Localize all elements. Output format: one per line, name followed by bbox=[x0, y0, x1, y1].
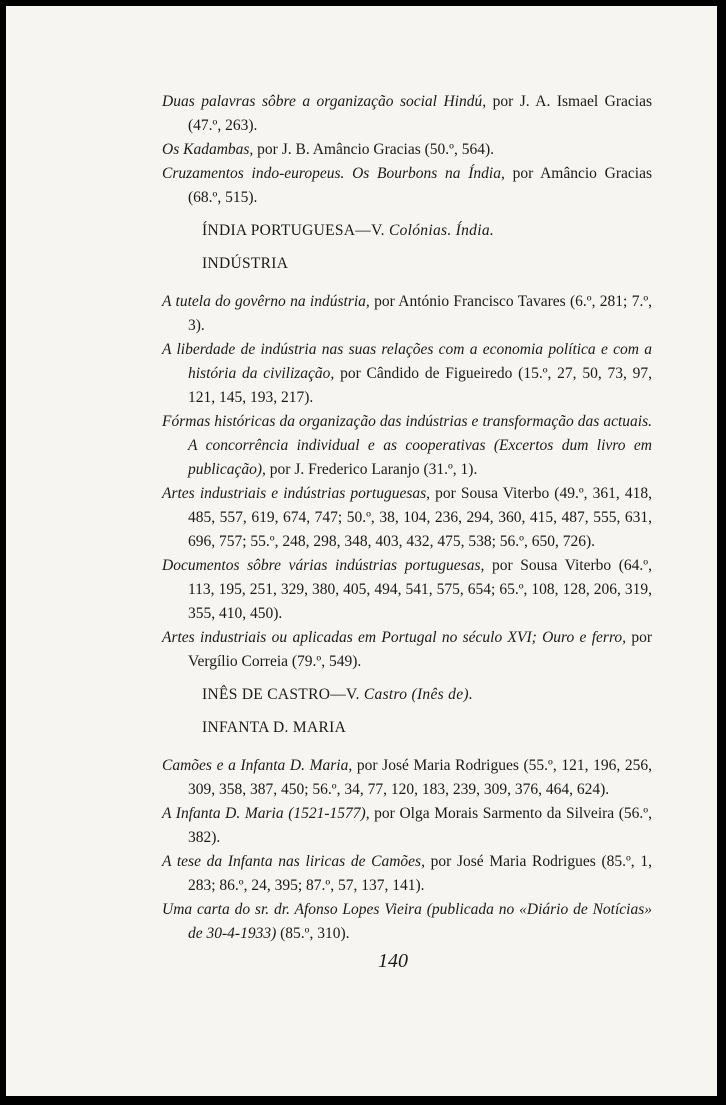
entry-reference: por J. A. Ismael Gracias (47.º, 263). bbox=[188, 93, 652, 134]
section-heading-infanta: INFANTA D. MARIA bbox=[202, 719, 347, 736]
page-number: 140 bbox=[378, 950, 408, 972]
entry-reference: por Amâncio Gracias (68.º, 515). bbox=[188, 165, 652, 206]
heading-text: ÍNDIA PORTUGUESA—V. bbox=[202, 222, 385, 239]
entry-title: Fórmas históricas da organização das indústrias e transformação das actuais. A concorrência individual e as cooperativas (Excertos dum livro em publicação), bbox=[162, 413, 652, 478]
entry-reference: (85.º, 310). bbox=[276, 925, 350, 942]
index-entry bbox=[162, 162, 652, 210]
entry-reference: por José Maria Rodrigues (85.º, 1, 283; 86.º, 24, 395; 87.º, 57, 137, 141). bbox=[188, 853, 652, 894]
entry-title: Documentos sôbre várias indústrias portuguesas, bbox=[162, 557, 485, 574]
entry-reference: por Vergílio Correia (79.º, 549). bbox=[188, 629, 652, 670]
index-content bbox=[162, 90, 652, 946]
index-entry bbox=[162, 754, 652, 802]
entry-title: A Infanta D. Maria (1521-1577), bbox=[162, 805, 370, 822]
entry-title: Uma carta do sr. dr. Afonso Lopes Vieira (publicada no «Diário de Notícias» de 30-4-1933) bbox=[162, 901, 652, 942]
heading-text: INÊS DE CASTRO—V. bbox=[202, 686, 360, 703]
entry-reference: por Sousa Viterbo (64.º, 113, 195, 251, 329, 380, 405, 494, 541, 575, 654; 65.º, 108, 128, 206, 319, 355, 410, 450). bbox=[188, 557, 652, 622]
index-entry bbox=[162, 410, 652, 482]
index-entry bbox=[162, 338, 652, 410]
index-entry bbox=[162, 898, 652, 946]
index-entry bbox=[162, 802, 652, 850]
document-page bbox=[6, 6, 717, 1096]
entry-title: Artes industriais e indústrias portuguesas, bbox=[162, 485, 431, 502]
cross-reference: Castro (Inês de). bbox=[363, 686, 474, 703]
index-entry bbox=[162, 626, 652, 674]
section-heading-industria: INDÚSTRIA bbox=[202, 255, 289, 272]
entry-title: Cruzamentos indo-europeus. Os Bourbons na Índia, bbox=[162, 165, 505, 182]
entry-title: Artes industriais ou aplicadas em Portugal no século XVI; Ouro e ferro, bbox=[162, 629, 627, 646]
section-heading-india bbox=[162, 219, 652, 243]
index-entry bbox=[162, 290, 652, 338]
entry-reference: por António Francisco Tavares (6.º, 281; 7.º, 3). bbox=[188, 293, 653, 334]
entry-title: Duas palavras sôbre a organização social Hindú, bbox=[162, 93, 487, 110]
entry-title: Camões e a Infanta D. Maria, bbox=[162, 757, 353, 774]
index-entry bbox=[162, 482, 652, 554]
entry-title: Os Kadambas, bbox=[162, 141, 254, 158]
entry-reference: por Olga Morais Sarmento da Silveira (56.º, 382). bbox=[188, 805, 652, 846]
entry-title: A liberdade de indústria nas suas relações com a economia política e com a história da civilização, bbox=[162, 341, 652, 382]
entry-title: A tese da Infanta nas liricas de Camões, bbox=[162, 853, 425, 870]
entry-reference: por Cândido de Figueiredo (15.º, 27, 50, 73, 97, 121, 145, 193, 217). bbox=[188, 365, 652, 406]
cross-reference: Colónias. Índia. bbox=[388, 222, 495, 239]
index-entry bbox=[162, 554, 652, 626]
entry-reference: por José Maria Rodrigues (55.º, 121, 196, 256, 309, 358, 387, 450; 56.º, 34, 77, 120, 183, 239, 309, 376, 464, 624). bbox=[188, 757, 652, 798]
index-entry bbox=[162, 138, 652, 162]
index-entry bbox=[162, 850, 652, 898]
index-entry bbox=[162, 90, 652, 138]
entry-reference: por J. B. Amâncio Gracias (50.º, 564). bbox=[253, 141, 495, 158]
section-heading-ines bbox=[162, 683, 652, 707]
entry-reference: por J. Frederico Laranjo (31.º, 1). bbox=[265, 461, 478, 478]
entry-reference: por Sousa Viterbo (49.º, 361, 418, 485, 557, 619, 674, 747; 50.º, 38, 104, 236, 294, 360, 415, 487, 555, 631, 696, 757; 55.º, 248, 298, 348, 403, 432, 475, 538; 56.º, 650, 726). bbox=[188, 485, 652, 550]
entry-title: A tutela do govêrno na indústria, bbox=[162, 293, 370, 310]
